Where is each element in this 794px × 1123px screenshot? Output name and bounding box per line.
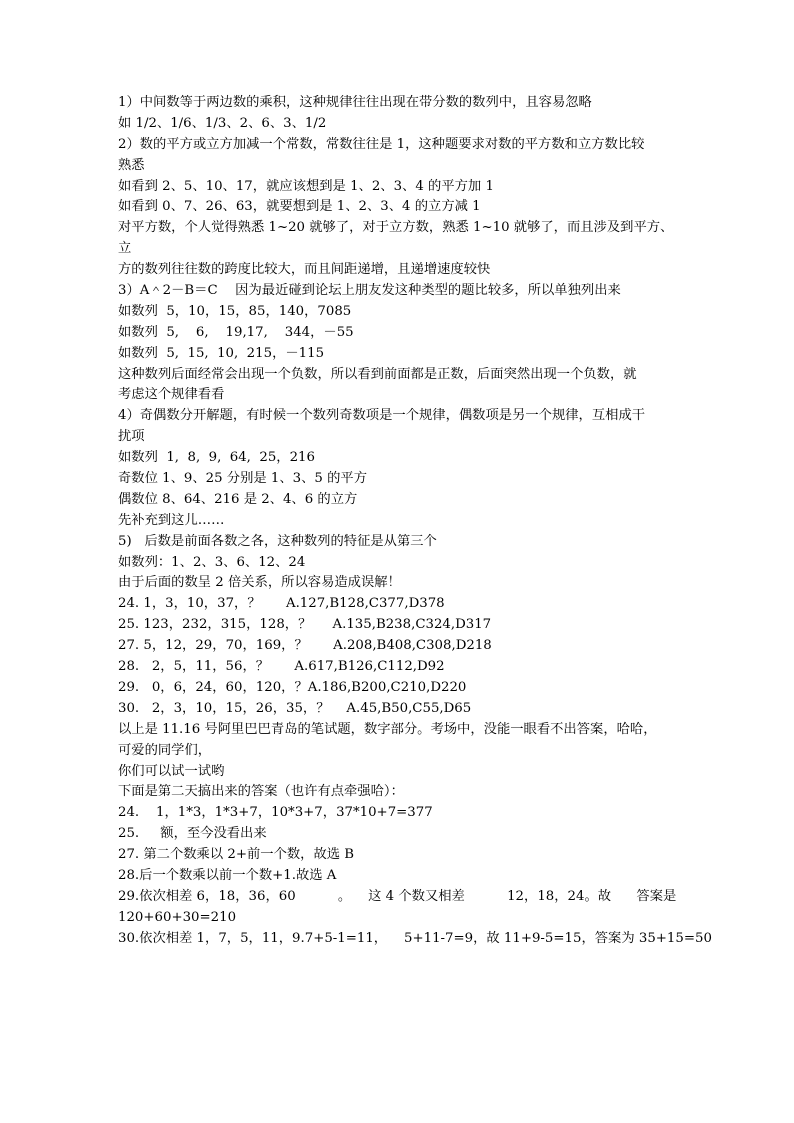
text-line: 如看到 0、7、26、63，就要想到是 1、2、3、4 的立方减 1 [118, 199, 481, 215]
text-line: 如数列 1, 8, 9, 64, 25，216 [118, 450, 315, 466]
text-line: 25. 额，至今没看出来 [118, 826, 267, 842]
text-line: 立 [118, 241, 132, 257]
text-line: 以上是 11.16 号阿里巴巴青岛的笔试题，数字部分。考场中，没能一眼看不出答案，哈哈， [118, 721, 657, 737]
text-line: 29.依次相差 6，18，36，60 。 这 4 个数又相差 12，18，24。故 答案是 [118, 888, 677, 904]
text-line: 方的数列往往数的跨度比较大，而且间距递增，且递增速度较快 [118, 262, 491, 278]
text-line: 29. 0，6，24，60，120，？A.186,B200,C210,D220 [118, 679, 467, 695]
text-line: 熟悉 [118, 157, 145, 173]
text-line: 25. 123，232，315，128，？ A.135,B238,C324,D317 [118, 617, 492, 633]
text-line: 如数列 5, 6, 19,17, 344，－55 [118, 324, 354, 340]
document-body [118, 93, 712, 950]
text-line: 30. 2，3，10，15，26，35，？ A.45,B50,C55,D65 [118, 700, 472, 716]
text-line: 你们可以试一试哟 [118, 763, 225, 779]
text-line: 24. 1，1*3，1*3+7，10*3+7，37*10+7=377 [118, 805, 433, 821]
text-line: 27. 第二个数乘以 2+前一个数，故选 B [118, 847, 355, 863]
text-line: 如 1/2、1/6、1/3、2、6、3、1/2 [118, 115, 327, 131]
text-line: 3）A＾2－B＝C 因为最近碰到论坛上朋友发这种类型的题比较多，所以单独列出来 [118, 283, 621, 299]
text-line: 如看到 2、5、10、17，就应该想到是 1、2、3、4 的平方加 1 [118, 178, 494, 194]
text-line: 如数列 5, 15, 10, 215，－115 [118, 345, 325, 361]
text-line: 30.依次相差 1，7，5，11，9.7+5-1=11， 5+11-7=9，故 11+9-5=15，答案为 35+15=50 [118, 930, 712, 946]
text-line: 如数列 5，10，15，85，140，7085 [118, 303, 352, 319]
text-line: 这种数列后面经常会出现一个负数，所以看到前面都是正数，后面突然出现一个负数，就 [118, 366, 637, 382]
text-line: 下面是第二天搞出来的答案（也许有点牵强哈）： [118, 784, 404, 800]
text-line: 可爱的同学们， [118, 742, 212, 758]
text-line: 27. 5，12，29，70，169，？ A.208,B408,C308,D218 [118, 638, 492, 654]
text-line: 120+60+30=210 [118, 909, 237, 925]
text-line: 偶数位 8、64、216 是 2、4、6 的立方 [118, 491, 358, 507]
text-line: 28. 2，5，11，56，？ A.617,B126,C112,D92 [118, 659, 445, 675]
text-line: 5) 后数是前面各数之各，这种数列的特征是从第三个 [118, 533, 437, 549]
text-line: 对平方数，个人觉得熟悉 1~20 就够了，对于立方数，熟悉 1~10 就够了，而且涉及到平方、 [118, 220, 674, 236]
text-line: 1）中间数等于两边数的乘积，这种规律往往出现在带分数的数列中，且容易忽略 [118, 95, 592, 110]
text-line: 先补充到这儿…… [118, 512, 225, 528]
text-line: 24. 1，3，10，37，？ A.127,B128,C377,D378 [118, 596, 445, 612]
text-line: 4）奇偶数分开解题，有时候一个数列奇数项是一个规律，偶数项是另一个规律，互相成干 [118, 408, 646, 424]
text-line: 2）数的平方或立方加减一个常数，常数往往是 1，这种题要求对数的平方数和立方数比较 [118, 136, 645, 152]
text-line: 扰项 [118, 429, 145, 445]
text-line: 28.后一个数乘以前一个数+1.故选 A [118, 867, 337, 883]
text-line: 如数列：1、2、3、6、12、24 [118, 554, 306, 570]
text-line: 考虑这个规律看看 [118, 387, 225, 403]
text-line: 由于后面的数呈 2 倍关系，所以容易造成误解！ [118, 575, 401, 591]
text-line: 奇数位 1、9、25 分别是 1、3、5 的平方 [118, 471, 367, 487]
